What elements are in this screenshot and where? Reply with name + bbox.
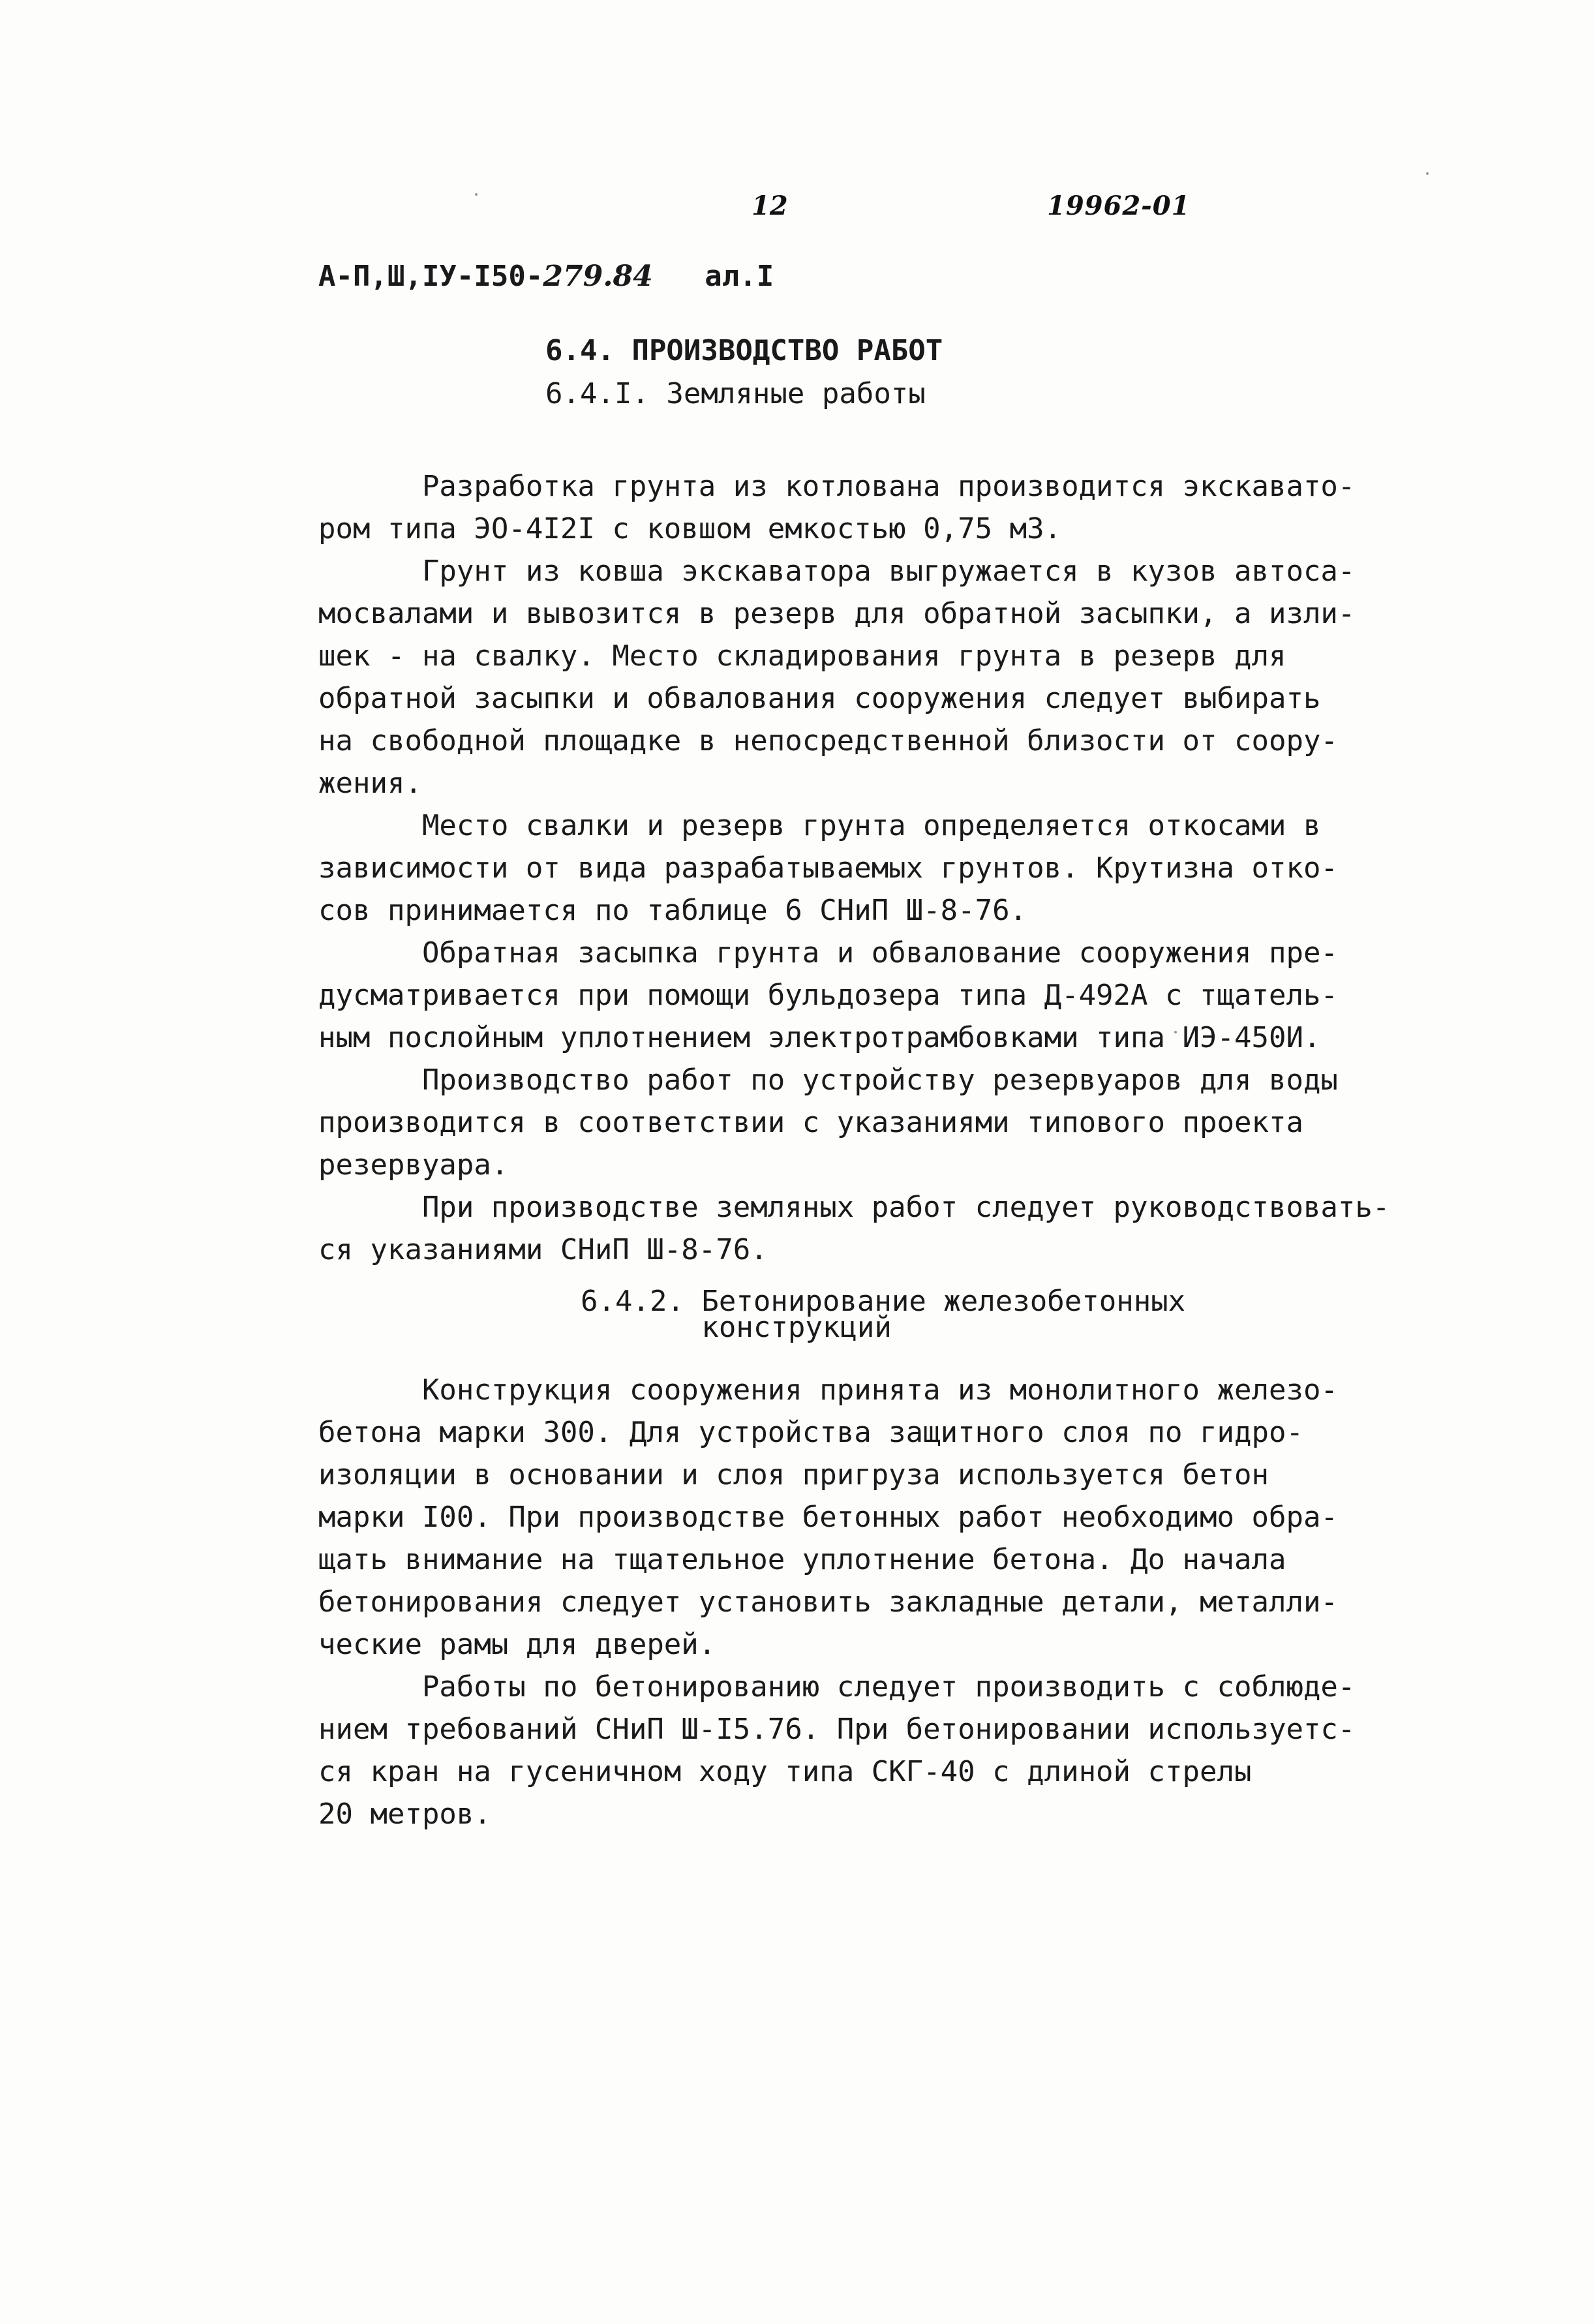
album-number: ал.I (705, 260, 774, 293)
paragraph: При производстве земляных работ следует руководствовать- ся указаниями СНиП Ш-8-76. (318, 1191, 1390, 1266)
scan-speck (1426, 172, 1429, 175)
document-code: 19962-01 (1047, 191, 1191, 221)
paragraph: Грунт из ковша экскаватора выгружается в кузов автоса- мосвалами и вывозится в резерв для обратной засыпки, а изли- шек - на свалку. Место складирования грунта в резерв для обратной засыпки и обвалования сооружения следует выбирать на свободной площадке в непосредственной близости от соору- жения. (318, 555, 1356, 800)
paragraph: Обратная засыпка грунта и обвалование сооружения пре- дусматривается при помощи бульдозера типа Д-492А с тщатель- ным послойным уплотнением электротрамбовками типа ИЭ-450И. (318, 936, 1338, 1054)
subsection-title-concreting: 6.4.2. Бетонирование железобетонных конструкций (581, 1285, 1186, 1344)
paragraph: Работы по бетонированию следует производить с соблюде- нием требований СНиП Ш-I5.76. При бетонировании используетс- ся кран на гусеничном ходу типа СКГ-40 с длиной стрелы 20 метров. (318, 1670, 1356, 1831)
project-reference (318, 260, 774, 293)
subsection-title-earthworks: 6.4.I. Земляные работы (545, 377, 926, 410)
paragraph: Производство работ по устройству резервуаров для воды производится в соответствии с указаниями типового проекта резервуара. (318, 1063, 1338, 1182)
reference-code-typed: А-П,Ш,IУ-I50- (318, 260, 543, 293)
section-title: 6.4. ПРОИЗВОДСТВО РАБОТ (545, 334, 943, 367)
page-number: 12 (752, 191, 788, 221)
paragraph: Разработка грунта из котлована производится экскавато- ром типа ЭО-4I2I с ковшом емкостью 0,75 м3. (318, 470, 1356, 545)
reference-code-handwritten: 279.84 (543, 260, 653, 293)
paragraph: Место свалки и резерв грунта определяется откосами в зависимости от вида разрабатываемых грунтов. Крутизна отко- сов принимается по таблице 6 СНиП Ш-8-76. (318, 809, 1338, 927)
scan-speck (475, 193, 478, 196)
paragraph: Конструкция сооружения принята из монолитного железо- бетона марки 300. Для устройства защитного слоя по гидро- изоляции в основании и слоя пригруза используется бетон марки I00. При производстве бетонных работ необходимо обра- щать внимание на тщательное уплотнение бетона. До начала бетонирования следует установить закладные детали, металли- ческие рамы для дверей. (318, 1373, 1338, 1661)
